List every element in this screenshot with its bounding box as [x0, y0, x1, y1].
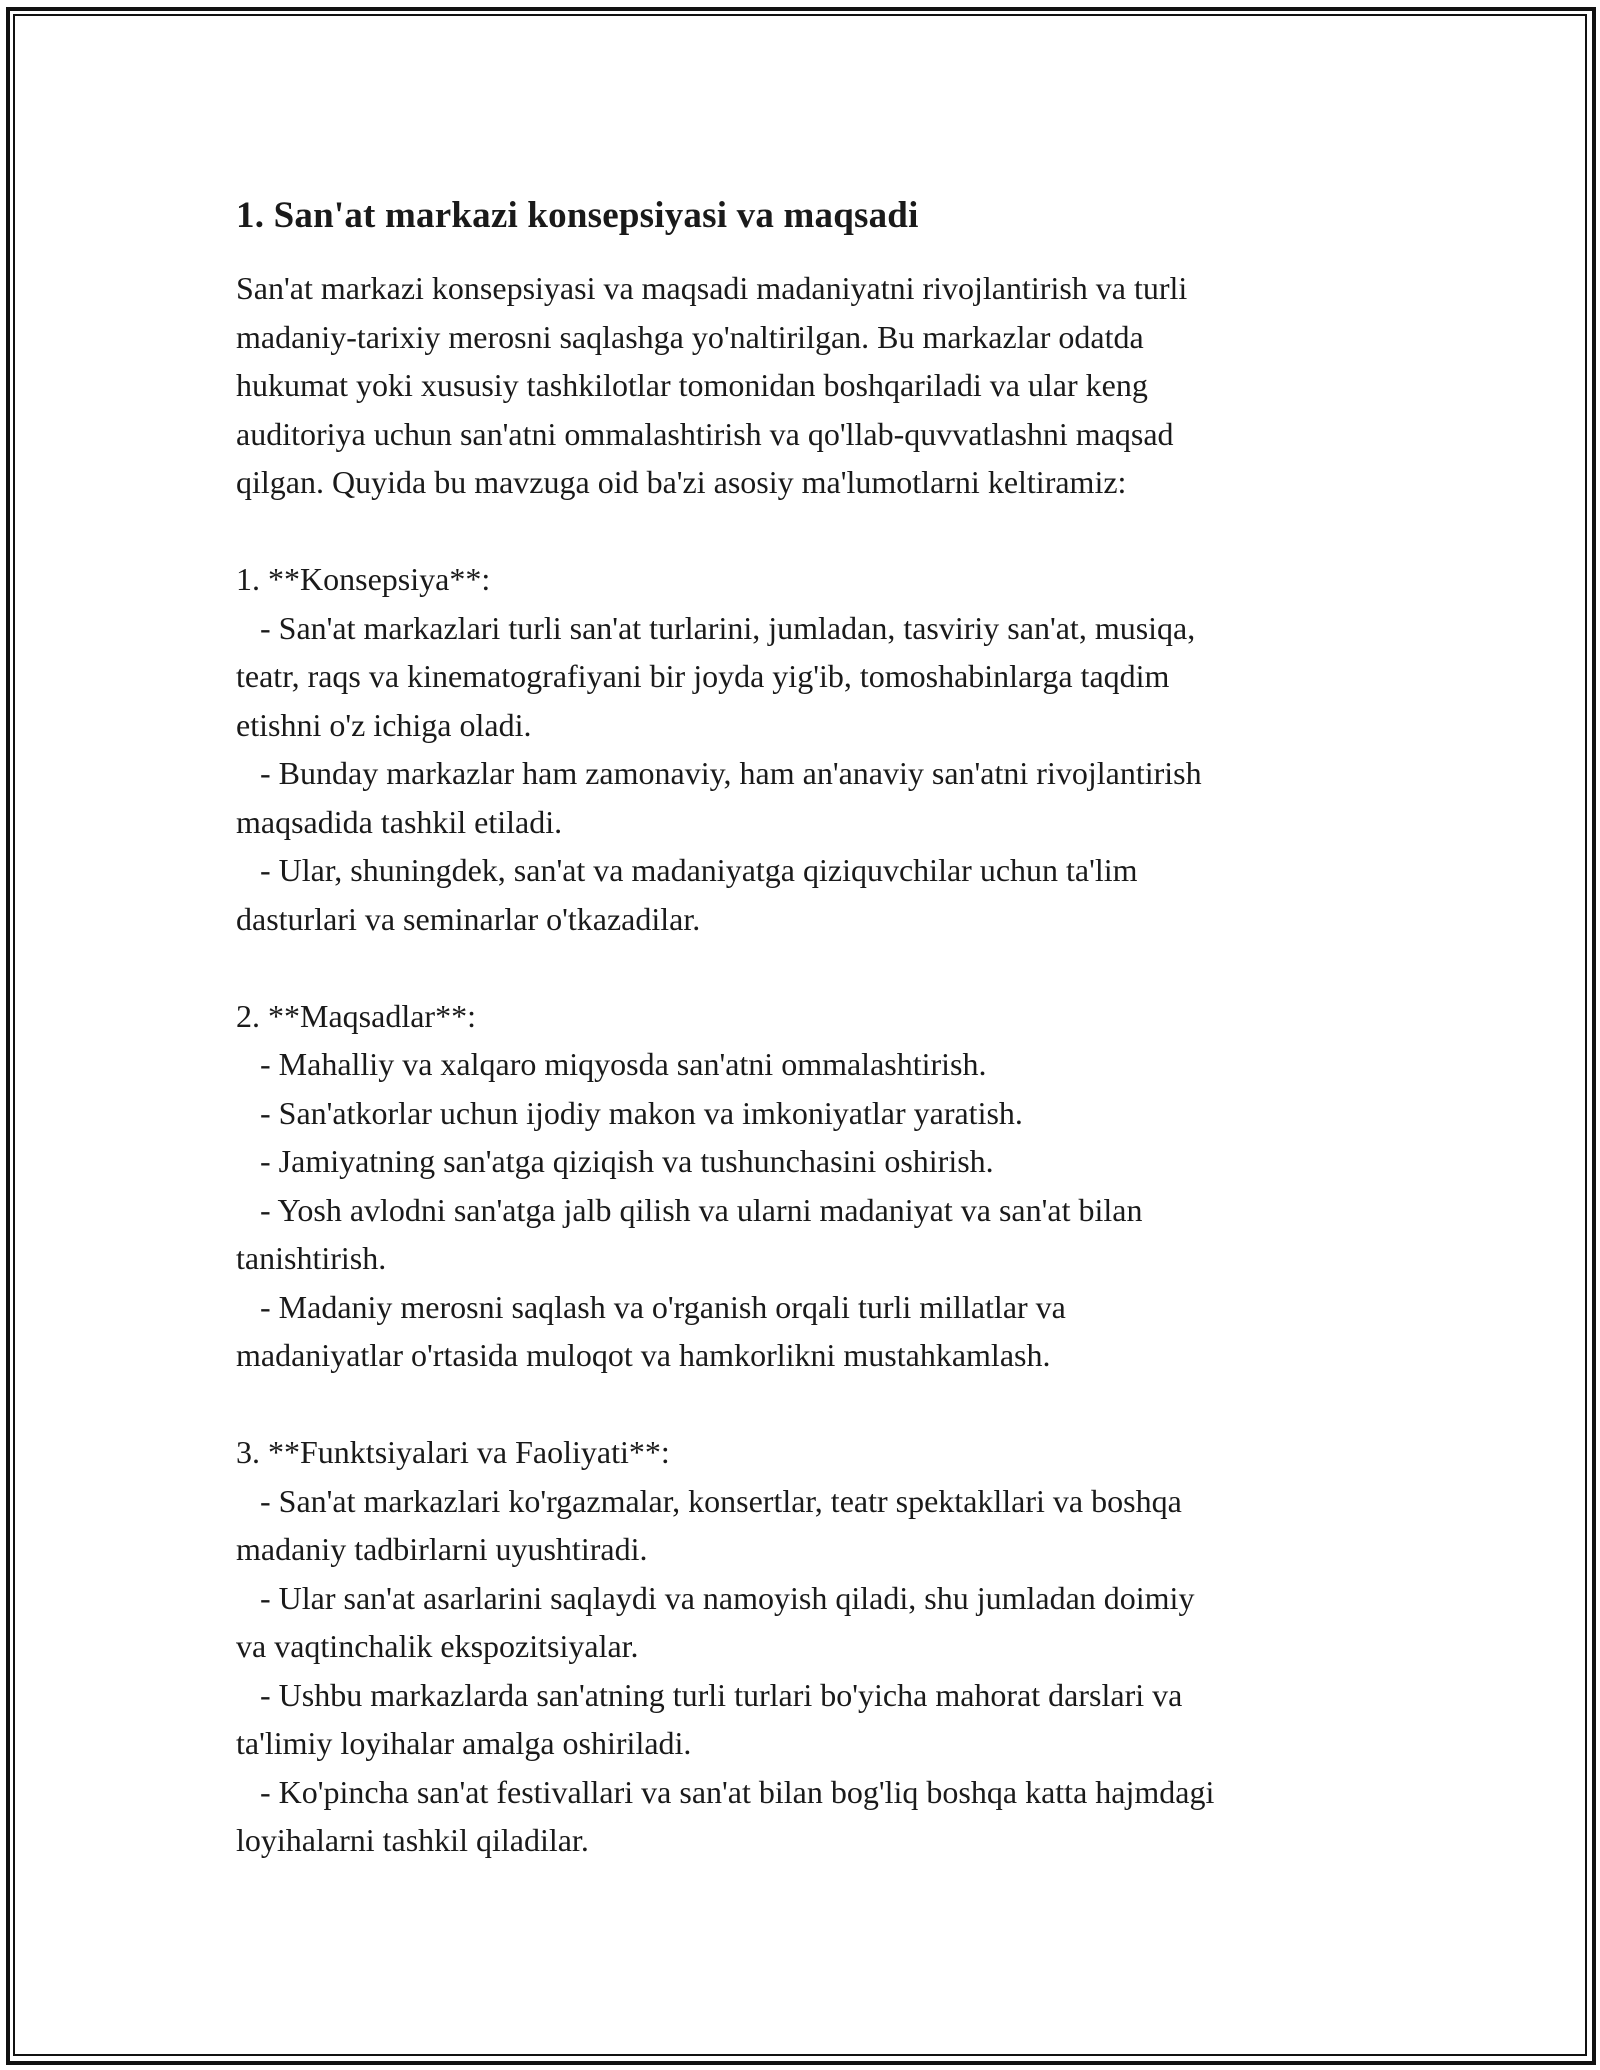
document-title: 1. San'at markazi konsepsiyasi va maqsadi [236, 195, 919, 236]
document-body: San'at markazi konsepsiyasi va maqsadi madaniyatni rivojlantirish va turli madaniy-tarixiy merosni saqlashga yo'naltirilgan. Bu markazlar odatda hukumat yoki xususiy tashkilotlar tomonidan boshqariladi va ular keng auditoriya uchun san'atni ommalashtirish va qo'llab-quvvatlashni maqsad qilgan. Quyida bu mavzuga oid ba'zi asosiy ma'lumotlarni keltiramiz: 1. **Konsepsiya**: - San'at markazlari turli san'at turlarini, jumladan, tasviriy san'at, musiqa, teatr, raqs va kinematografiyani bir joyda yig'ib, tomoshabinlarga taqdim etishni o'z ichiga oladi. - Bunday markazlar ham zamonaviy, ham an'anaviy san'atni rivojlantirish maqsadida tashkil etiladi. - Ular, shuningdek, san'at va madaniyatga qiziquvchilar uchun ta'lim dasturlari va seminarlar o'tkazadilar. 2. **Maqsadlar**: - Mahalliy va xalqaro miqyosda san'atni ommalashtirish. - San'atkorlar uchun ijodiy makon va imkoniyatlar yaratish. - Jamiyatning san'atga qiziqish va tushunchasini oshirish. - Yosh avlodni san'atga jalb qilish va ularni madaniyat va san'at bilan tanishtirish. - Madaniy merosni saqlash va o'rganish orqali turli millatlar va madaniyatlar o'rtasida muloqot va hamkorlikni mustahkamlash. 3. **Funktsiyalari va Faoliyati**: - San'at markazlari ko'rgazmalar, konsertlar, teatr spektakllari va boshqa madaniy tadbirlarni uyushtiradi. - Ular san'at asarlarini saqlaydi va namoyish qiladi, shu jumladan doimiy va vaqtinchalik ekspozitsiyalar. - Ushbu markazlarda san'atning turli turlari bo'yicha mahorat darslari va ta'limiy loyihalar amalga oshiriladi. - Ko'pincha san'at festivallari va san'at bilan bog'liq boshqa katta hajmdagi loyihalarni tashkil qiladilar. [236, 270, 1215, 1858]
document-content [236, 186, 1366, 1865]
